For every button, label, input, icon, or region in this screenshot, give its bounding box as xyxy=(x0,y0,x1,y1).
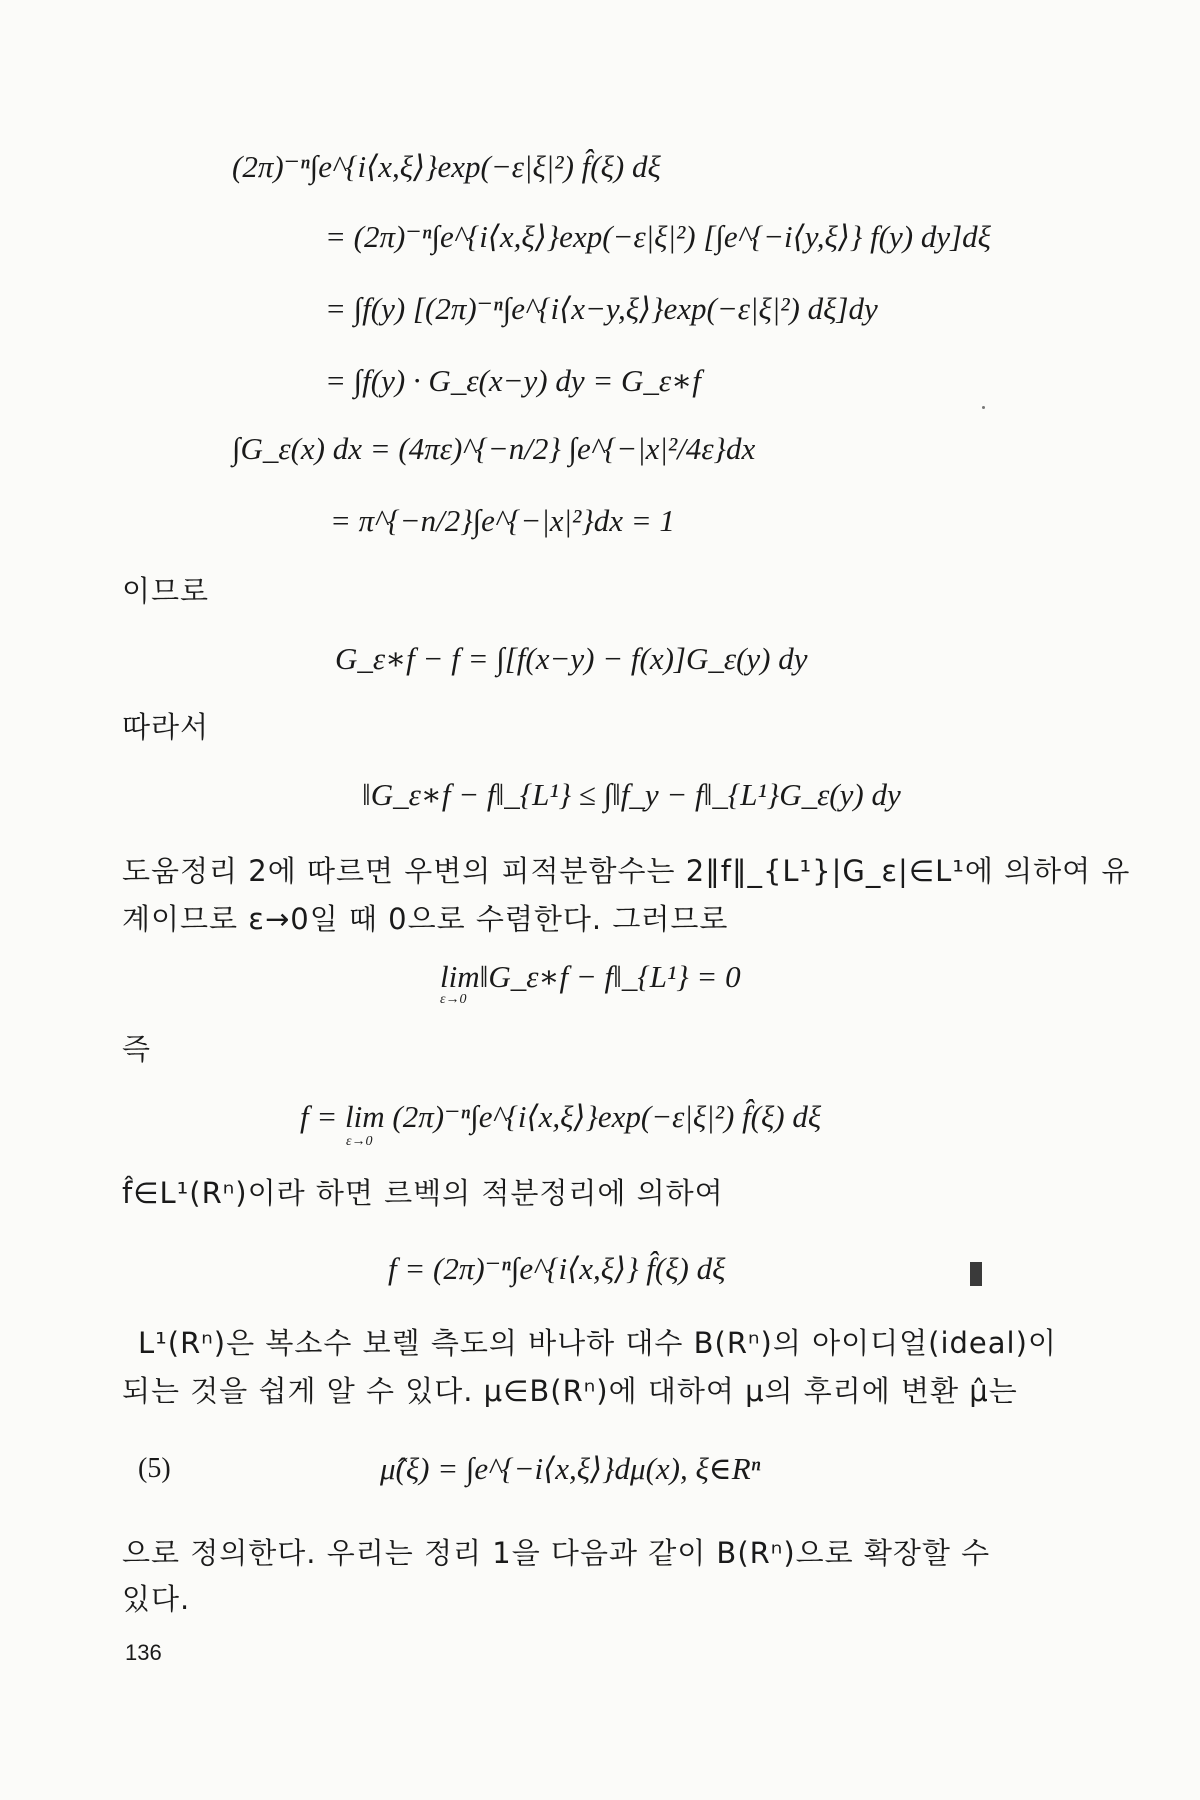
equation-line-11: f = (2π)⁻ⁿ∫e^{i⟨x,ξ⟩} f̂(ξ) dξ xyxy=(388,1251,726,1286)
paragraph-1-line-2: 계이므로 ε→0일 때 0으로 수렴한다. 그러므로 xyxy=(122,902,729,936)
equation-line-6: = π^{−n/2}∫e^{−|x|²}dx = 1 xyxy=(330,503,675,538)
equation-line-8: ‖G_ε∗f − f‖_{L¹} ≤ ∫‖f_y − f‖_{L¹}G_ε(y) dy xyxy=(362,777,901,812)
text-imeuro: 이므로 xyxy=(122,574,210,608)
equation-line-1: (2π)⁻ⁿ∫e^{i⟨x,ξ⟩}exp(−ε|ξ|²) f̂(ξ) dξ xyxy=(232,149,661,184)
scan-speck xyxy=(982,406,985,409)
equation-number-5: (5) xyxy=(138,1453,171,1484)
equation-line-3: = ∫f(y) [(2π)⁻ⁿ∫e^{i⟨x−y,ξ⟩}exp(−ε|ξ|²) dξ]dy xyxy=(325,291,878,326)
paragraph-3-line-1: L¹(Rⁿ)은 복소수 보렐 측도의 바나하 대수 B(Rⁿ)의 아이디얼(ideal)이 xyxy=(138,1326,1057,1360)
qed-mark xyxy=(970,1262,982,1286)
paragraph-2: f̂∈L¹(Rⁿ)이라 하면 르벡의 적분정리에 의하여 xyxy=(122,1176,724,1210)
equation-line-5: ∫G_ε(x) dx = (4πε)^{−n/2} ∫e^{−|x|²/4ε}dx xyxy=(232,431,756,466)
equation-line-7: G_ε∗f − f = ∫[f(x−y) − f(x)]G_ε(y) dy xyxy=(335,641,808,676)
paragraph-1-line-1: 도움정리 2에 따르면 우변의 피적분함수는 2‖f‖_{L¹}|G_ε|∈L¹에 의하여 유 xyxy=(122,854,1131,888)
equation-line-2: = (2π)⁻ⁿ∫e^{i⟨x,ξ⟩}exp(−ε|ξ|²) [∫e^{−i⟨y,ξ⟩} f(y) dy]dξ xyxy=(325,219,991,254)
equation-line-9: lim‖G_ε∗f − f‖_{L¹} = 0 xyxy=(440,959,741,994)
limit-subscript-2: ε→0 xyxy=(346,1134,373,1149)
limit-subscript-1: ε→0 xyxy=(440,992,467,1007)
paragraph-3-line-2: 되는 것을 쉽게 알 수 있다. μ∈B(Rⁿ)에 대하여 μ의 후리에 변환 μ̂는 xyxy=(122,1374,1018,1408)
page-number: 136 xyxy=(125,1640,162,1665)
equation-line-4: = ∫f(y) · G_ε(x−y) dy = G_ε∗f xyxy=(325,363,701,398)
text-ttaraseo: 따라서 xyxy=(122,710,210,744)
equation-line-12: μ̂(ξ) = ∫e^{−i⟨x,ξ⟩}dμ(x), ξ∈Rⁿ xyxy=(380,1451,761,1486)
text-jeuk: 즉 xyxy=(122,1032,152,1066)
paragraph-4-line-1: 으로 정의한다. 우리는 정리 1을 다음과 같이 B(Rⁿ)으로 확장할 수 xyxy=(122,1536,991,1570)
equation-line-10: f = lim (2π)⁻ⁿ∫e^{i⟨x,ξ⟩}exp(−ε|ξ|²) f̂(ξ) dξ xyxy=(300,1099,822,1134)
paragraph-4-line-2: 있다. xyxy=(122,1582,191,1616)
